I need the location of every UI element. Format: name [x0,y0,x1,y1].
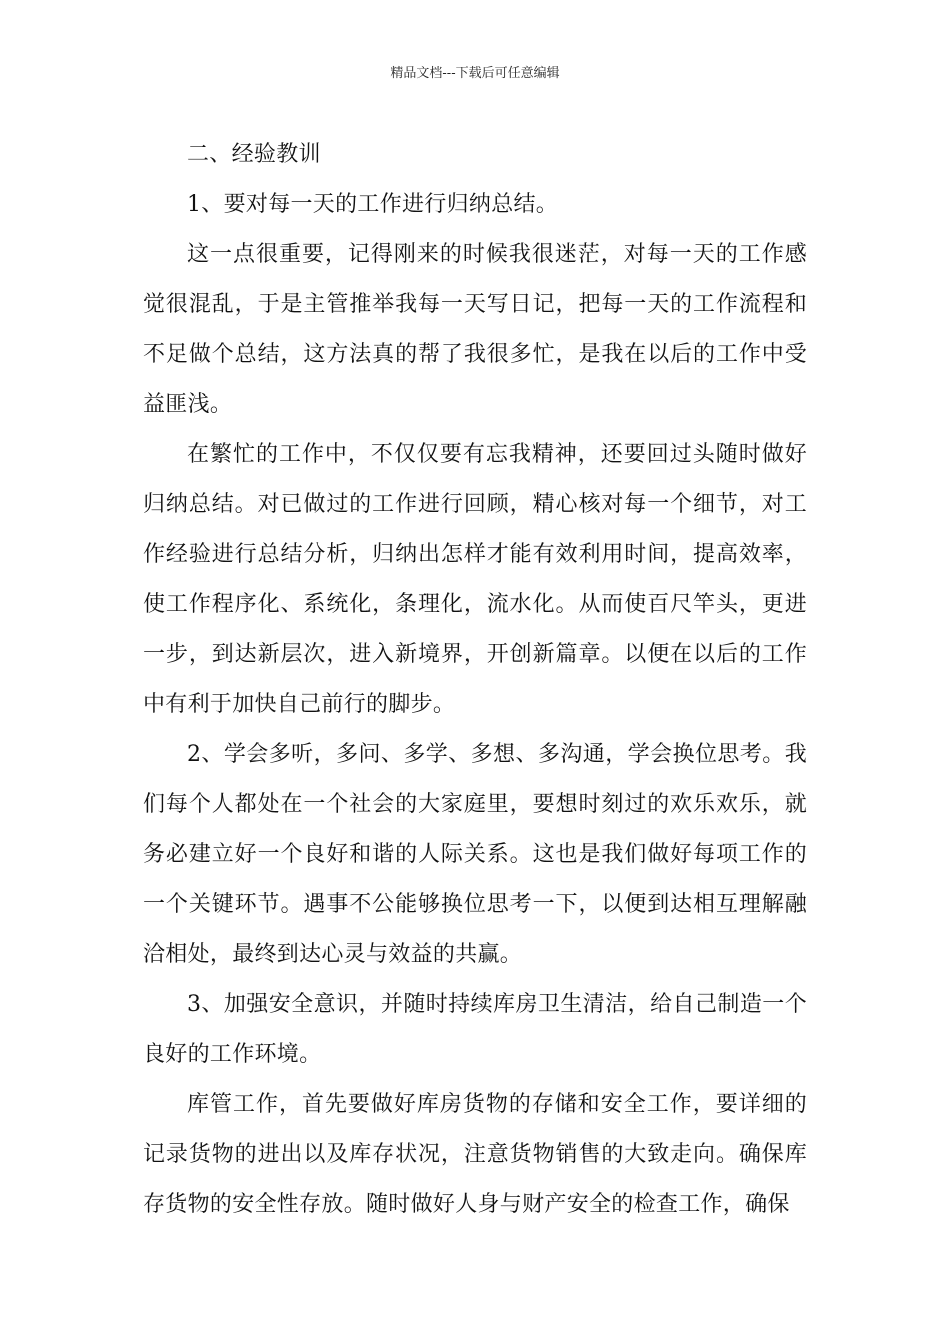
document-body [143,130,807,1230]
paragraph: 2、学会多听，多问、多学、多想、多沟通，学会换位思考。我们每个人都处在一个社会的大家庭里，要想时刻过的欢乐欢乐，就务必建立好一个良好和谐的人际关系。这也是我们做好每项工作的一个关键环节。遇事不公能够换位思考一下，以便到达相互理解融洽相处，最终到达心灵与效益的共赢。 [143,742,807,967]
page-header: 精品文档---下载后可任意编辑 [390,66,560,81]
point-heading-1: 1、要对每一天的工作进行归纳总结。 [187,192,559,217]
paragraph: 这一点很重要，记得刚来的时候我很迷茫，对每一天的工作感觉很混乱，于是主管推举我每一天写日记，把每一天的工作流程和不足做个总结，这方法真的帮了我很多忙，是我在以后的工作中受益匪浅。 [143,242,807,417]
section-heading: 二、经验教训 [187,142,321,167]
paragraph: 在繁忙的工作中，不仅仅要有忘我精神，还要回过头随时做好归纳总结。对已做过的工作进行回顾，精心核对每一个细节，对工作经验进行总结分析，归纳出怎样才能有效利用时间，提高效率，使工作程序化、系统化，条理化，流水化。从而使百尺竿头，更进一步，到达新层次，进入新境界，开创新篇章。以便在以后的工作中有利于加快自己前行的脚步。 [143,442,807,717]
point-heading-3: 3、加强安全意识，并随时持续库房卫生清洁，给自己制造一个良好的工作环境。 [143,992,807,1067]
paragraph: 库管工作，首先要做好库房货物的存储和安全工作，要详细的记录货物的进出以及库存状况，注意货物销售的大致走向。确保库存货物的安全性存放。随时做好人身与财产安全的检查工作，确保 [143,1092,807,1217]
